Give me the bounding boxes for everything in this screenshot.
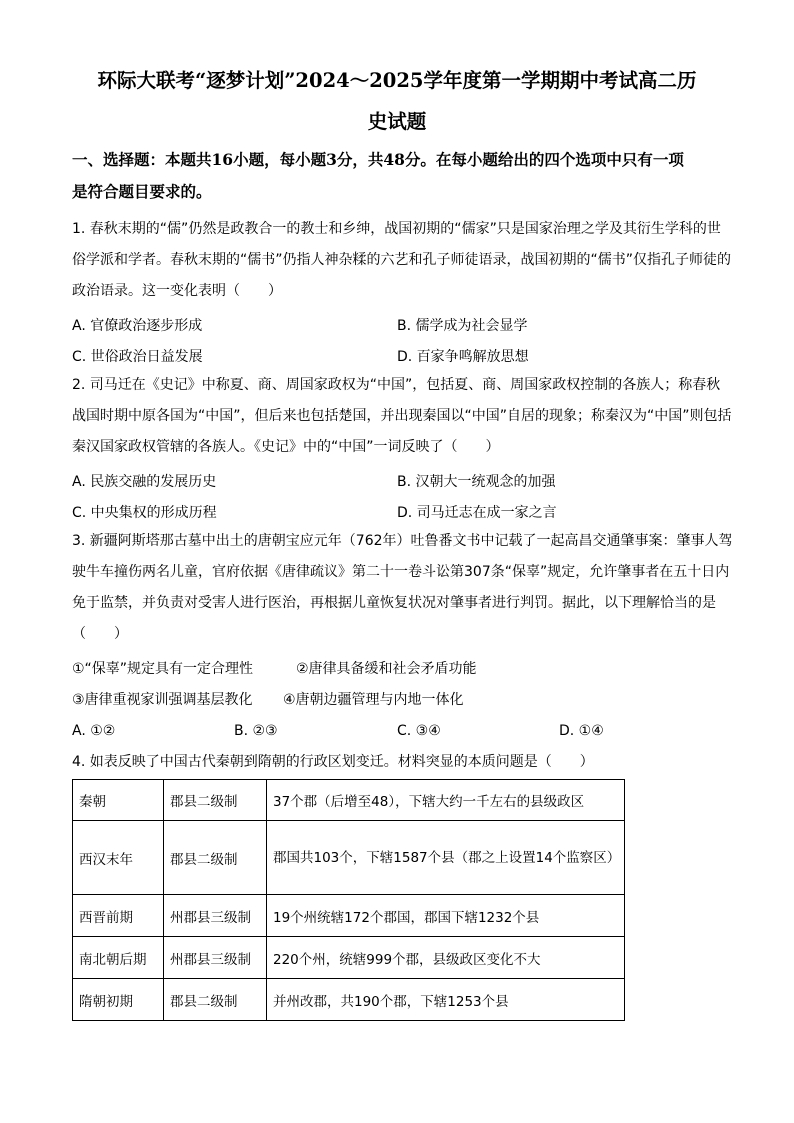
table-cell-detail: 郡国共103个，下辖1587个县（郡之上设置14个监察区） <box>267 821 625 895</box>
table-row <box>73 895 625 937</box>
question-4-stem: 4. 如表反映了中国古代秦朝到隋朝的行政区划变迁。材料突显的本质问题是（ ） <box>72 754 594 770</box>
table-row <box>73 821 625 895</box>
question-2-option-c[interactable]: C. 中央集权的形成历程 <box>72 505 217 521</box>
exam-title-line2: 史试题 <box>367 110 427 133</box>
table-cell-system: 州郡县三级制 <box>164 895 267 937</box>
question-3-statement-3: ③唐律重视家训强调基层教化 <box>72 692 253 708</box>
table-cell-dynasty: 秦朝 <box>73 780 164 821</box>
question-3-option-b[interactable]: B. ②③ <box>234 723 278 739</box>
question-1-option-d[interactable]: D. 百家争鸣解放思想 <box>397 349 529 365</box>
table-row <box>73 780 625 821</box>
exam-title-line1: 环际大联考“逐梦计划”2024～2025学年度第一学期期中考试高二历 <box>97 69 697 92</box>
question-2-stem: 2. 司马迁在《史记》中称夏、商、周国家政权为“中国”，包括夏、商、周国家政权控制的各族人；称春秋战国时期中原各国为“中国”，但后来也包括楚国，并出现秦国以“中国”自居的现象；称秦汉为“中国”则包括秦汉国家政权管辖的各族人。《史记》中的“中国”一词反映了（ ） <box>72 377 732 455</box>
question-3-option-a[interactable]: A. ①② <box>72 723 116 739</box>
table-cell-detail: 220个州，统辖999个郡，县级政区变化不大 <box>267 937 625 979</box>
table-cell-system: 郡县二级制 <box>164 821 267 895</box>
question-3-stem: 3. 新疆阿斯塔那古墓中出土的唐朝宝应元年（762年）吐鲁番文书中记载了一起高昌交通肇事案：肇事人驾驶牛车撞伤两名儿童，官府依据《唐律疏议》第二十一卷斗讼第307条“保辜”规定，允许肇事者在五十日内免于监禁，并负责对受害人进行医治，再根据儿童恢复状况对肇事者进行判罚。据此，以下理解恰当的是（ ） <box>72 533 733 642</box>
table-cell-dynasty: 西汉末年 <box>73 821 164 895</box>
table-cell-dynasty: 西晋前期 <box>73 895 164 937</box>
table-cell-system: 郡县二级制 <box>164 979 267 1021</box>
question-2-option-a[interactable]: A. 民族交融的发展历史 <box>72 474 217 490</box>
question-1-option-c[interactable]: C. 世俗政治日益发展 <box>72 349 203 365</box>
question-3-statement-1: ①“保辜”规定具有一定合理性 <box>72 661 254 677</box>
dynasty-admin-table <box>72 779 625 1021</box>
section-heading-line2: 是符合题目要求的。 <box>72 182 212 201</box>
table-cell-detail: 19个州统辖172个郡国，郡国下辖1232个县 <box>267 895 625 937</box>
question-3-option-d[interactable]: D. ①④ <box>559 723 604 739</box>
table-cell-system: 郡县二级制 <box>164 780 267 821</box>
section-heading-line1: 一、选择题：本题共16小题，每小题3分，共48分。在每小题给出的四个选项中只有一项 <box>72 150 684 169</box>
question-2-option-b[interactable]: B. 汉朝大一统观念的加强 <box>397 474 556 490</box>
table-cell-system: 州郡县三级制 <box>164 937 267 979</box>
question-3-option-c[interactable]: C. ③④ <box>397 723 441 739</box>
table-cell-detail: 并州改郡，共190个郡，下辖1253个县 <box>267 979 625 1021</box>
question-1-option-b[interactable]: B. 儒学成为社会显学 <box>397 318 528 334</box>
question-1-stem: 1. 春秋末期的“儒”仍然是政教合一的教士和乡绅，战国初期的“儒家”只是国家治理之学及其衍生学科的世俗学派和学者。春秋末期的“儒书”仍指人神杂糅的六艺和孔子师徒语录，战国初期的“儒书”仅指孔子师徒的政治语录。这一变化表明（ ） <box>72 221 732 299</box>
question-3-statement-2: ②唐律具备缓和社会矛盾功能 <box>296 661 477 677</box>
question-2-option-d[interactable]: D. 司马迁志在成一家之言 <box>397 505 557 521</box>
table-cell-detail: 37个郡（后增至48），下辖大约一千左右的县级政区 <box>267 780 625 821</box>
table-row <box>73 979 625 1021</box>
question-1-option-a[interactable]: A. 官僚政治逐步形成 <box>72 318 203 334</box>
table-cell-dynasty: 隋朝初期 <box>73 979 164 1021</box>
table-cell-dynasty: 南北朝后期 <box>73 937 164 979</box>
table-row <box>73 937 625 979</box>
question-3-statement-4: ④唐朝边疆管理与内地一体化 <box>283 692 464 708</box>
